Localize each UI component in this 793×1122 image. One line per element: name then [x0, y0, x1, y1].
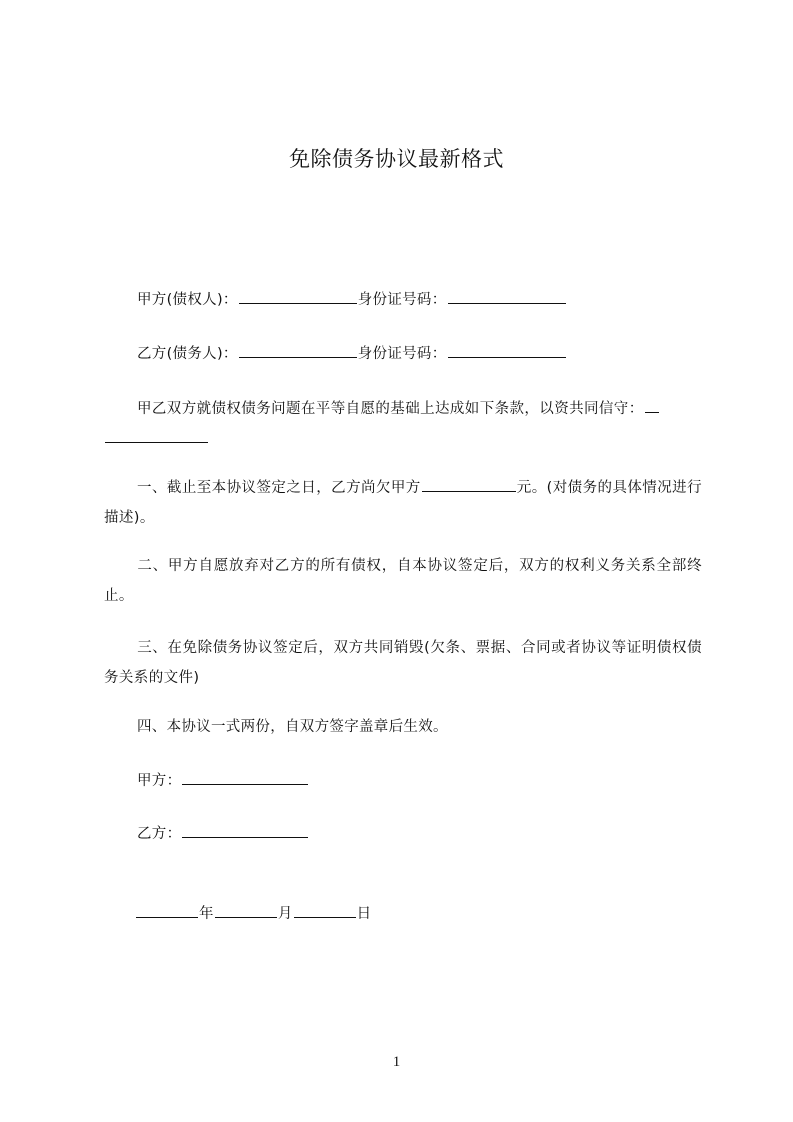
- clause-3-text: 三、在免除债务协议签定后，双方共同销毁(欠条、票据、合同或者协议等证明债权债务关系的文件): [104, 640, 702, 686]
- debt-amount-blank: [422, 477, 516, 492]
- clause-3: [104, 633, 702, 693]
- signature-party-b: [137, 820, 733, 848]
- party-b-name-blank: [239, 343, 357, 358]
- party-b-line: [137, 340, 733, 368]
- clause-1-before: 一、截止至本协议签定之日，乙方尚欠甲方: [137, 480, 421, 496]
- clause-4: 四、本协议一式两份，自双方签字盖章后生效。: [137, 719, 448, 735]
- day-label: 日: [356, 906, 372, 922]
- party-a-id-label: 身份证号码：: [357, 292, 447, 308]
- clause-1: [104, 473, 702, 533]
- preamble-paragraph: [104, 394, 702, 454]
- page-number: 1: [392, 1054, 401, 1070]
- year-label: 年: [199, 906, 214, 922]
- party-b-id-blank: [448, 343, 566, 358]
- month-label: 月: [277, 906, 293, 922]
- month-blank: [215, 903, 277, 918]
- signature-party-a: [137, 767, 733, 795]
- clause-1-after: 元。(对债务的具体情况进行描述)。: [104, 480, 702, 526]
- year-blank: [136, 903, 198, 918]
- party-a-name-blank: [239, 289, 357, 304]
- signature-a-label: 甲方：: [137, 773, 182, 789]
- date-line: [135, 900, 731, 928]
- clause-2: [104, 551, 702, 611]
- signature-a-blank: [182, 770, 308, 785]
- preamble-blank-end: [645, 398, 659, 413]
- signature-b-label: 乙方：: [137, 826, 182, 842]
- party-b-label: 乙方(债务人)：: [137, 346, 238, 362]
- party-a-id-blank: [448, 289, 566, 304]
- preamble-text: 甲乙双方就债权债务问题在平等自愿的基础上达成如下条款，以资共同信守：: [137, 401, 644, 417]
- party-a-label: 甲方(债权人)：: [137, 292, 238, 308]
- signature-b-blank: [182, 823, 308, 838]
- clause-2-text: 二、甲方自愿放弃对乙方的所有债权，自本协议签定后，双方的权利义务关系全部终止。: [104, 558, 702, 604]
- preamble-blank: [105, 428, 208, 443]
- document-title: 免除债务协议最新格式: [289, 147, 504, 171]
- party-b-id-label: 身份证号码：: [357, 346, 447, 362]
- party-a-line: [137, 286, 733, 314]
- day-blank: [294, 903, 356, 918]
